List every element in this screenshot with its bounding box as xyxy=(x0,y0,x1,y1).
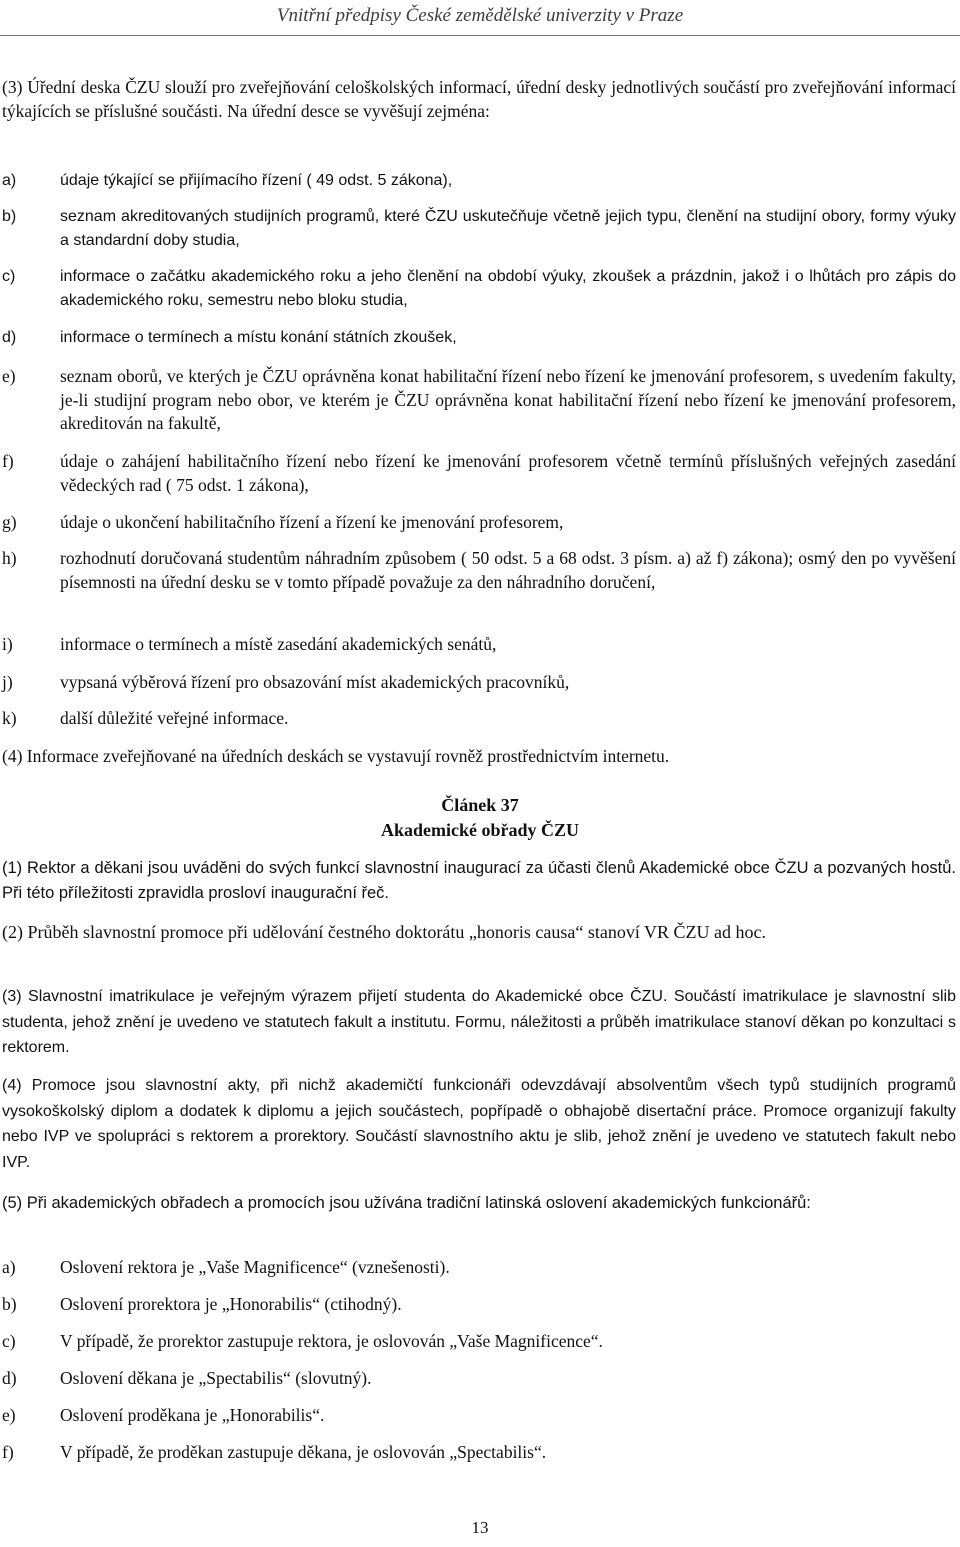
list-item-label: c) xyxy=(2,1331,16,1351)
list-item-text: seznam akreditovaných studijních programů, které ČZU uskutečňuje včetně jejich typu, členění na studijní obory, formy výuky a standardní doby studia, xyxy=(60,208,956,249)
list-item-label: a) xyxy=(2,172,17,189)
list-item-label: a) xyxy=(2,1257,16,1277)
list-item-label: e) xyxy=(2,366,16,386)
section-4: (4) Informace zveřejňované na úředních deskách se vystavují rovněž prostřednictvím internetu. xyxy=(2,746,670,766)
list-item xyxy=(2,450,956,497)
page-number: 13 xyxy=(471,1518,489,1537)
list-item-text: údaje týkající se přijímacího řízení ( 49 odst. 5 zákona), xyxy=(60,172,453,189)
list-item-text: V případě, že proděkan zastupuje děkana, je oslovován „Spectabilis“. xyxy=(60,1442,547,1462)
list-item-label: d) xyxy=(2,329,17,346)
list-item xyxy=(2,1256,956,1280)
list-item xyxy=(2,1441,956,1465)
list-item-text: Oslovení prorektora je „Honorabilis“ (ctihodný). xyxy=(60,1294,402,1314)
list-item-text: Oslovení proděkana je „Honorabilis“. xyxy=(60,1405,325,1425)
header-divider xyxy=(0,35,960,36)
list-item-label: e) xyxy=(2,1405,16,1425)
list-item xyxy=(2,326,956,350)
list-item-label: h) xyxy=(2,548,17,568)
paragraph-5: (5) Při akademických obřadech a promocích jsou užívána tradiční latinská oslovení akademických funkcionářů: xyxy=(2,1194,811,1212)
list-item xyxy=(2,205,956,252)
list-item-text: vypsaná výběrová řízení pro obsazování míst akademických pracovníků, xyxy=(60,672,570,692)
list-item-label: f) xyxy=(2,1442,14,1462)
list-item-text: informace o termínech a místě zasedání akademických senátů, xyxy=(60,634,497,654)
list-item-label: b) xyxy=(2,1294,17,1314)
list-item-text: údaje o zahájení habilitačního řízení nebo řízení ke jmenování profesorem včetně termínů příslušných veřejných zasedání vědeckých rad ( 75 odst. 1 zákona), xyxy=(60,451,956,495)
list-item-label: j) xyxy=(2,672,13,692)
page-header: Vnitřní předpisy České zemědělské univerzity v Praze xyxy=(276,5,684,26)
list-item-label: c) xyxy=(2,268,16,285)
article-title: Akademické obřady ČZU xyxy=(380,820,579,840)
list-item-text: informace o začátku akademického roku a jeho členění na období výuky, zkoušek a prázdnin, jakož i o lhůtách pro zápis do akademického roku, semestru nebo bloku studia, xyxy=(60,268,956,309)
list-item xyxy=(2,365,956,436)
list-item xyxy=(2,633,956,657)
list-item-text: údaje o ukončení habilitačního řízení a řízení ke jmenování profesorem, xyxy=(60,512,564,532)
list-item-label: f) xyxy=(2,451,14,471)
article-number: Článek 37 xyxy=(441,795,519,815)
paragraph-2: (2) Průběh slavnostní promoce při udělování čestného doktorátu „honoris causa“ stanoví VR ČZU ad hoc. xyxy=(2,922,766,942)
list-item-text: informace o termínech a místu konání státních zkoušek, xyxy=(60,329,457,346)
list-item xyxy=(2,547,956,594)
list-item-text: seznam oborů, ve kterých je ČZU oprávněna konat habilitační řízení nebo řízení ke jmenování profesorem, s uvedením fakulty, je-li studijní program nebo obor, ve kterém je ČZU oprávněna konat habilitační řízení nebo řízení ke jmenování profesorem, akreditován na fakultě, xyxy=(60,366,956,433)
list-item xyxy=(2,265,956,312)
list-item-text: V případě, že prorektor zastupuje rektora, je oslovován „Vaše Magnificence“. xyxy=(60,1331,603,1351)
list-item-label: b) xyxy=(2,208,17,225)
paragraph-1: (1) Rektor a děkani jsou uváděni do svých funkcí slavnostní inaugurací za účasti členů Akademické obce ČZU a pozvaných hostů. Při této příležitosti zpravidla prosloví inaugurační řeč. xyxy=(2,859,956,902)
list-item-label: g) xyxy=(2,512,17,532)
list-item xyxy=(2,671,956,695)
list-item-label: k) xyxy=(2,708,17,728)
list-item xyxy=(2,169,956,193)
list-item xyxy=(2,707,956,731)
list-item-text: rozhodnutí doručovaná studentům náhradním způsobem ( 50 odst. 5 a 68 odst. 3 písm. a) až f) zákona); osmý den po vyvěšení písemnosti na úřední desku se v tomto případě považuje za den náhradního doručení, xyxy=(60,548,956,592)
list-item-label: i) xyxy=(2,634,13,654)
paragraph-4: (4) Promoce jsou slavnostní akty, při nichž akademičtí funkcionáři odevzdávají absolventům všech typů studijních programů vysokoškolský diplom a dodatek k diplomu a jejich součástech, popřípadě o obhajobě disertační práce. Promoce organizují fakulty nebo IVP ve spolupráci s rektorem a prorektory. Součástí slavnostního aktu je slib, jehož znění je uvedeno ve statutech fakult nebo IVP. xyxy=(2,1077,956,1171)
list-item xyxy=(2,1330,956,1354)
list-item xyxy=(2,1367,956,1391)
list-item-text: Oslovení rektora je „Vaše Magnificence“ (vznešenosti). xyxy=(60,1257,450,1277)
list-item xyxy=(2,1404,956,1428)
list-item-text: Oslovení děkana je „Spectabilis“ (slovutný). xyxy=(60,1368,372,1388)
list-item xyxy=(2,1293,956,1317)
section-3-intro: (3) Úřední deska ČZU slouží pro zveřejňování celoškolských informací, úřední desky jednotlivých součástí pro zveřejňování informací týkajících se příslušné součásti. Na úřední desce se vyvěšují zejména: xyxy=(2,77,956,121)
paragraph-3: (3) Slavnostní imatrikulace je veřejným výrazem přijetí studenta do Akademické obce ČZU. Součástí imatrikulace je slavnostní slib studenta, jehož znění je uvedeno ve statutech fakult a institutu. Formu, náležitosti a průběh imatrikulace stanoví děkan po konzultaci s rektorem. xyxy=(2,988,956,1056)
list-item-text: další důležité veřejné informace. xyxy=(60,708,289,728)
list-item-label: d) xyxy=(2,1368,17,1388)
list-item xyxy=(2,511,956,535)
